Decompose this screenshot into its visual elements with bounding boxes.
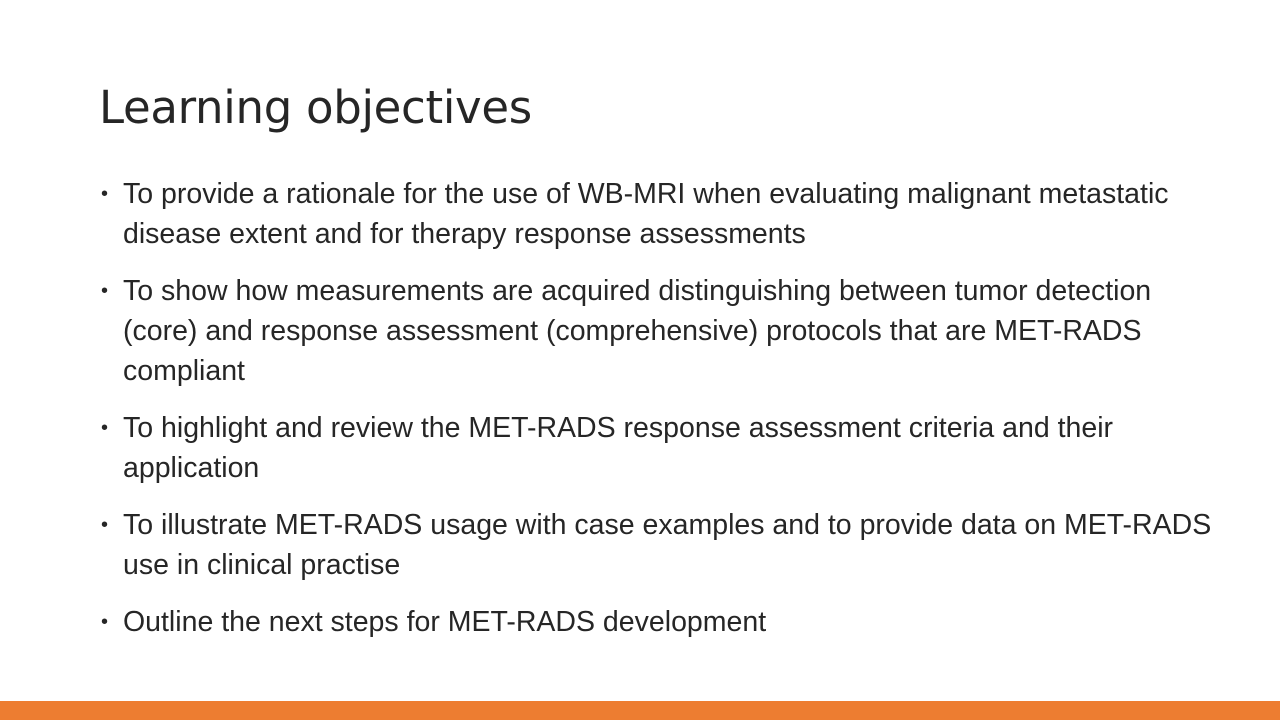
bullet-text: To illustrate MET-RADS usage with case examples and to provide data on MET-RADS use in clinical practise xyxy=(123,509,1212,581)
bullet-text: Outline the next steps for MET-RADS development xyxy=(123,606,767,638)
bullet-dot-icon: • xyxy=(101,280,109,302)
bullet-list xyxy=(100,174,1220,659)
bullet-dot-icon: • xyxy=(101,183,109,205)
bullet-text: To show how measurements are acquired distinguishing between tumor detection (core) and response assessment (comprehensive) protocols that are MET-RADS compliant xyxy=(123,275,1152,387)
bullet-item xyxy=(100,271,1220,391)
bullet-text: To highlight and review the MET-RADS response assessment criteria and their application xyxy=(123,412,1114,484)
accent-bar xyxy=(0,701,1280,720)
bullet-item xyxy=(100,602,1220,642)
bullet-item xyxy=(100,174,1220,254)
bullet-dot-icon: • xyxy=(101,611,109,633)
bullet-item xyxy=(100,505,1220,585)
bullet-dot-icon: • xyxy=(101,514,109,536)
bullet-text: To provide a rationale for the use of WB-MRI when evaluating malignant metastatic disease extent and for therapy response assessments xyxy=(123,178,1169,250)
bullet-item xyxy=(100,408,1220,488)
bullet-dot-icon: • xyxy=(101,417,109,439)
slide-title: Learning objectives xyxy=(99,81,532,134)
